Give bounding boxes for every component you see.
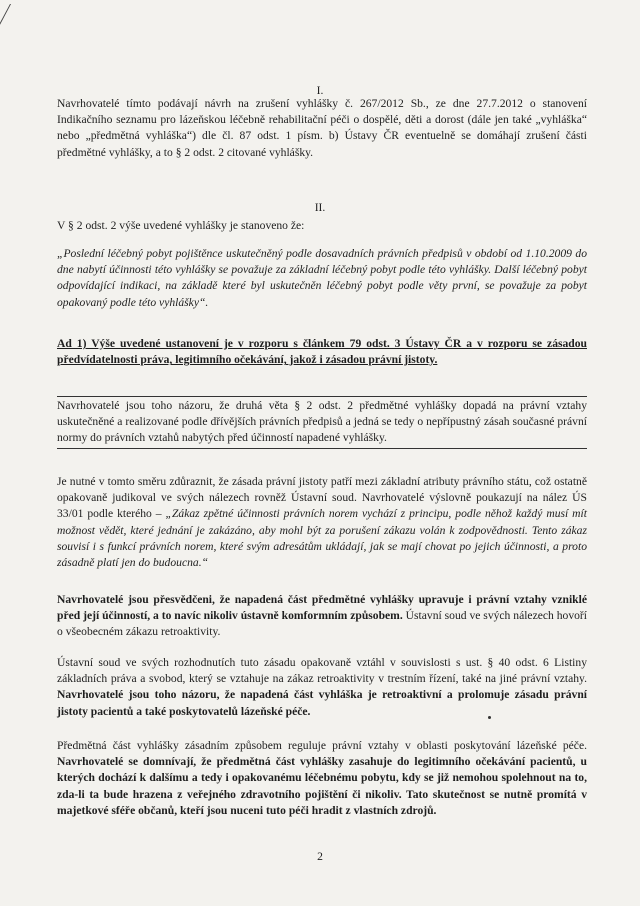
ad1-paragraph-2 [57,474,587,571]
section-heading-1: I. [316,84,324,97]
p2-quote: „Zákaz zpětné účinnosti právních norem vychází z principu, podle něhož každý musí mít možnost vědět, které jednání je zakázáno, aby mohl být za porušení zákazu volán k zodpovědnosti. Tento zákaz souvisí i s funkcí právních norem, které svým adresátům ukládají, jak se mají chovat po jejich účinnosti, a proto zásadně platí jen do budoucna.“ [57,507,587,570]
ad1-heading: Ad 1) Výše uvedené ustanovení je v rozporu s článkem 79 odst. 3 Ústavy ČR a v rozporu se zásadou předvídatelnosti práva, legitimního očekávání, jakož i zásadou právní jistoty. [57,337,587,367]
p5-bold: Navrhovatelé se domnívají, že předmětná část vyhlášky zasahuje do legitimního očekávání pacientů, u kterých dochází k dalšímu a tedy i opakovanému léčebnému pobytu, kdy se již nemohou spolehnout na to, zda-li ta bude hrazena z veřejného zdravotního pojištění či nikoliv. Tato skutečnost se nutně promítá v majetkové sféře občanů, kteří jsou nuceni tuto péči hradit z vlastních zdrojů. [57,755,587,817]
ad1-paragraph-5 [57,738,587,819]
scan-speck [488,716,491,719]
section2-quote: „Poslední léčebný pobyt pojištěnce uskutečněný podle dosavadních právních předpisů v období od 1.10.2009 do dne nabytí účinnosti této vyhlášky se považuje za základní léčebný pobyt podle této vyhlášky. Další léčebný pobyt odpovídající indikaci, na základě které byl uskutečněn léčebný pobyt podle věty první, se považuje za pobyt opakovaný podle této vyhlášky“. [57,247,587,309]
ad1-paragraph-4 [57,655,587,720]
page-number: 2 [317,850,323,863]
ad1-paragraph-3 [57,592,587,641]
p3-rest: Ústavní soud ve svých nálezech hovoří o všeobecném zákazu retroaktivity. [57,609,587,639]
p4-text: Ústavní soud ve svých rozhodnutích tuto zásadu opakovaně vztáhl v souvislosti s ust. § 40 odst. 6 Listiny základních práva a svobod, který se vztahuje na zákaz retroaktivity v trestním řízení, také na jiné právní vztahy. [57,656,587,686]
p5-text: Předmětná část vyhlášky zásadním způsobem reguluje právní vztahy v oblasti poskytování lázeňské péče. [57,739,587,752]
p2-text: Je nutné v tomto směru zdůraznit, že zásada právní jistoty patří mezi základní atributy právního státu, což ostatně opakovaně judikoval ve svých nálezech rovněž Ústavní soud. Navrhovatelé výslovně poukazují na nález ÚS 33/01 podle kterého – [57,475,587,521]
p3-bold: Navrhovatelé jsou přesvědčeni, že napadená část předmětné vyhlášky upravuje i právní vztahy vzniklé před její účinností, a to navíc nikoliv ústavně komformním způsobem. [57,593,587,623]
section-heading-2: II. [314,201,326,214]
section1-paragraph: Navrhovatelé tímto podávají návrh na zrušení vyhlášky č. 267/2012 Sb., ze dne 27.7.2012 o stanovení Indikačního seznamu pro lázeňskou léčebně rehabilitační péči o dospělé, děti a dorost (dále jen také „vyhláška“ nebo „předmětná vyhláška“) dle čl. 87 odst. 1 písm. b) Ústavy ČR eventuelně se domáhají zrušení části předmětné vyhlášky, a to § 2 odst. 2 citované vyhlášky. [57,97,587,159]
p4-bold: Navrhovatelé jsou toho názoru, že napadená část vyhláška je retroaktivní a prolomuje zásadu právní jistoty pacientů a také poskytovatelů lázeňské péče. [57,688,587,718]
scan-artifact-line [0,4,51,74]
ad1-paragraph-1: Navrhovatelé jsou toho názoru, že druhá věta § 2 odst. 2 předmětné vyhlášky dopadá na právní vztahy uskutečněné a realizované podle dřívějších právních předpisů a jedná se tedy o nepřípustný zásah současné právní normy do právních vztahů nabytých před účinností napadené vyhlášky. [57,396,587,449]
section2-intro: V § 2 odst. 2 výše uvedené vyhlášky je stanoveno že: [57,219,305,232]
